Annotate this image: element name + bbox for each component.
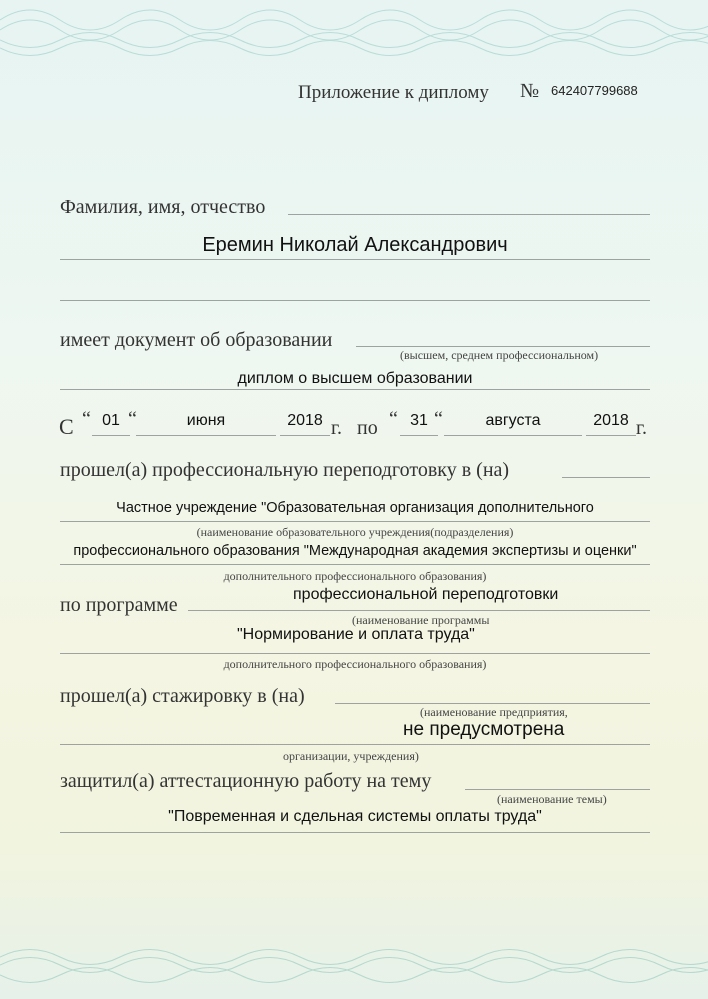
end-year-underline — [586, 435, 636, 436]
retraining-org-line1-underline — [60, 521, 650, 522]
end-month: августа — [485, 412, 541, 429]
start-year-underline — [280, 435, 330, 436]
period-to: по — [357, 417, 378, 439]
close-quote-start: “ — [128, 408, 137, 430]
number-sign: № — [520, 80, 540, 102]
fio-label: Фамилия, имя, отчество — [60, 196, 266, 218]
thesis-value: "Повременная и сдельная системы оплаты труда" — [168, 808, 542, 825]
education-label: имеет документ об образовании — [60, 329, 333, 351]
end-year: 2018 — [593, 412, 629, 429]
internship-hint1: (наименование предприятия, — [420, 705, 568, 719]
internship-underline — [335, 703, 650, 704]
period-prefix: С — [59, 414, 74, 439]
program-type-underline — [188, 610, 650, 611]
program-name: "Нормирование и оплата труда" — [237, 626, 475, 643]
start-year-suffix: г. — [331, 417, 342, 439]
end-year-suffix: г. — [636, 417, 647, 439]
start-day: 01 — [102, 412, 120, 429]
ornamental-border-bottom — [0, 939, 708, 999]
retraining-hint1: (наименование образовательного учреждения(подразделения) — [196, 525, 514, 539]
internship-value-underline — [60, 744, 650, 745]
education-value-underline — [60, 389, 650, 390]
end-day-underline — [400, 435, 438, 436]
program-hint1: (наименование программы — [352, 613, 490, 627]
program-hint2: дополнительного профессионального образования) — [223, 657, 487, 671]
program-label: по программе — [60, 594, 178, 616]
fio-value: Еремин Николай Александрович — [202, 234, 508, 256]
internship-value: не предусмотрена — [403, 719, 565, 740]
supplement-title: Приложение к диплому — [298, 82, 489, 103]
education-value: диплом о высшем образовании — [237, 370, 473, 387]
retraining-hint2: дополнительного профессионального образования) — [223, 569, 487, 583]
end-day: 31 — [410, 412, 428, 429]
retraining-underline — [562, 477, 650, 478]
end-month-underline — [444, 435, 582, 436]
ornamental-border-top — [0, 0, 708, 70]
open-quote-start: “ — [82, 408, 91, 430]
start-month: июня — [186, 412, 226, 429]
internship-hint2: организации, учреждения) — [283, 749, 419, 763]
education-hint: (высшем, среднем профессиональном) — [400, 348, 599, 362]
fio-underline-2 — [60, 259, 650, 260]
internship-label: прошел(а) стажировку в (на) — [60, 685, 305, 707]
thesis-value-underline — [60, 832, 650, 833]
start-month-underline — [136, 435, 276, 436]
program-name-underline — [60, 653, 650, 654]
thesis-hint: (наименование темы) — [497, 792, 607, 806]
diploma-number: 642407799688 — [551, 83, 638, 98]
open-quote-end: “ — [389, 408, 398, 430]
fio-underline-1 — [288, 214, 650, 215]
program-type: профессиональной переподготовки — [293, 586, 559, 603]
thesis-label: защитил(а) аттестационную работу на тему — [60, 770, 432, 792]
thesis-underline — [465, 789, 650, 790]
retraining-org-line2: профессионального образования "Международная академия экспертизы и оценки" — [73, 543, 637, 559]
retraining-org-line2-underline — [60, 564, 650, 565]
close-quote-end: “ — [434, 408, 443, 430]
education-underline — [356, 346, 650, 347]
start-day-underline — [92, 435, 130, 436]
retraining-org-line1: Частное учреждение "Образовательная организация дополнительного — [116, 500, 594, 516]
retraining-label: прошел(а) профессиональную переподготовку в (на) — [60, 459, 510, 481]
fio-underline-3 — [60, 300, 650, 301]
start-year: 2018 — [287, 412, 323, 429]
